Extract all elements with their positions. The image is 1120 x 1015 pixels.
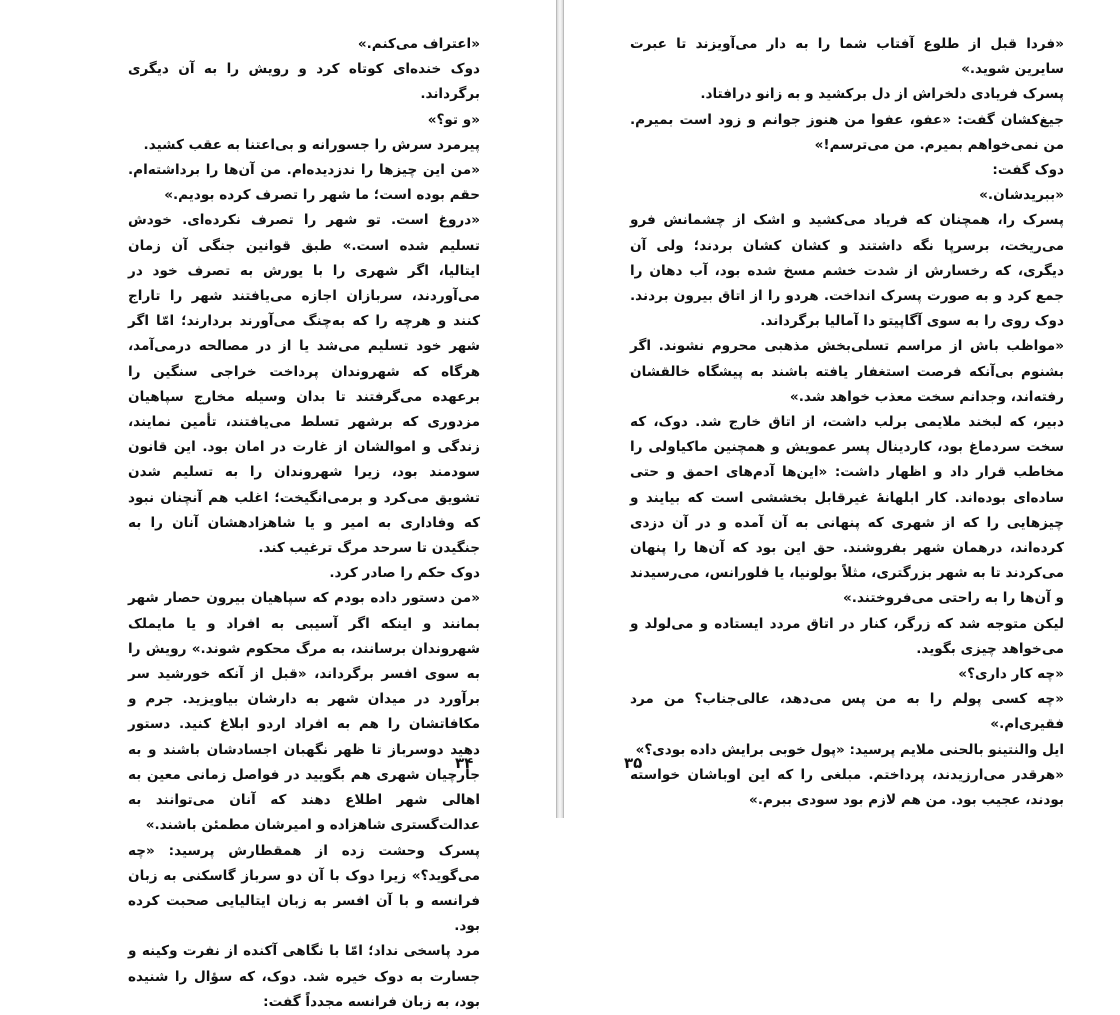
paragraph: پسرک را، همچنان که فریاد می‌کشید و اشک از چشمانش فرو می‌ریخت، برسرپا نگه داشتند و کشان کشان بردند؛ ولی آن دیگری، که رخسارش از شدت خشم مسخ شده بود، آب دهان را جمع کرد و به صورت پسرک انداخت. هردو را از اتاق بیرون بردند. دوک روی را به سوی آگاپیتو دا آمالیا برگرداند.	[630, 212, 1064, 330]
paragraph: دوک حکم را صادر کرد.	[329, 565, 480, 582]
paragraph: «دروغ است. تو شهر را تصرف نکرده‌ای. خودش تسلیم شده است.» طبق قوانین جنگی آن زمان ایتالیا، اگر شهری را با یورش به تصرف خود در می‌آوردند، سربازان اجازه می‌یافتند شهر را تاراج کنند و هرچه را که به‌چنگ می‌آورند بردارند؛ امّا اگر شهر خود تسلیم می‌شد یا از در مصالحه درمی‌آمد، هرگاه که شهروندان پرداخت خراجی سنگین را برعهده می‌گرفتند تا بدان وسیله مخارج سپاهیان مزدوری که برشهر تسلط می‌یافتند، تأمین نمایند، زندگی و اموالشان از غارت در امان بود. این قانون سودمند بود، زیرا شهروندان را به تسلیم شدن تشویق می‌کرد و برمی‌انگیخت؛ اغلب هم آنچنان نبود که وفاداری به امیر و یا شاهزادهشان آنان را به جنگیدن تا سرحد مرگ ترغیب کند.	[128, 212, 480, 557]
paragraph: «و تو؟»	[427, 111, 480, 128]
paragraph: لیکن متوجه شد که زرگر، کنار در اتاق مردد ایستاده و می‌لولد و می‌خواهد چیزی بگوید.	[630, 615, 1064, 657]
book-gutter	[556, 0, 564, 818]
paragraph: پسرک فریادی دلخراش از دل برکشید و به زانو درافتاد.	[700, 86, 1064, 103]
paragraph: «من دستور داده بودم که سپاهیان بیرون حصار شهر بمانند و اینکه اگر آسیبی به افراد و یا مایملک شهروندان برسانند، به مرگ محکوم شوند.» رویش را به سوی افسر برگرداند، «قبل از آنکه خورشید سر برآورد در میدان شهر به دارشان بیاویزید. جرم و مکافاتشان را هم به افراد اردو ابلاغ کنید. دستور دهید دوسرباز تا ظهر نگهبان اجسادشان باشند و به جارچیان شهری هم بگویید در فواصل زمانی معین به اهالی شهر اطلاع دهند که آنان می‌توانند به عدالت‌گستری شاهزاده و امیرشان مطمئن باشند.»	[128, 590, 480, 834]
paragraph: «اعتراف می‌کنم.»	[357, 36, 480, 52]
page-number: ۳۴	[455, 754, 474, 772]
left-page-text	[128, 32, 480, 1015]
left-page	[0, 0, 556, 1010]
paragraph: دوک گفت:	[992, 162, 1064, 179]
paragraph: «ببریدشان.»	[979, 187, 1064, 204]
paragraph: «من این چیزها را ندزدیده‌ام. من آن‌ها را برداشته‌ام. حقم بوده است؛ ما شهر را تصرف کرده بودیم.»	[128, 162, 480, 204]
paragraph: جیغ‌کشان گفت: «عفو، عفوا من هنوز جوانم و زود است بمیرم. من نمی‌خواهم بمیرم. من می‌ترسم!»	[630, 111, 1064, 153]
right-page	[564, 0, 1120, 818]
paragraph: «فردا قبل از طلوع آفتاب شما را به دار می‌آویزند تا عبرت سایرین شوید.»	[630, 36, 1064, 78]
paragraph: «چه کار داری؟»	[958, 666, 1064, 683]
paragraph: «مواظب باش از مراسم تسلی‌بخش مذهبی محروم نشوند. اگر بشنوم بی‌آنکه فرصت استغفار یافته باشند به پیشگاه خالقشان رفته‌اند، وجدانم سخت معذب خواهد شد.»	[630, 338, 1064, 405]
paragraph: «هرقدر می‌ارزیدند، پرداختم. مبلغی را که این اوباشان خواسته بودند، عجیب بود. من هم لازم بود سودی ببرم.»	[630, 766, 1064, 809]
paragraph: مرد پاسخی نداد؛ امّا با نگاهی آکنده از نفرت وکینه و جسارت به دوک خیره شد. دوک، که سؤال را شنیده بود، به زبان فرانسه مجدداً گفت:	[128, 943, 480, 1010]
right-page-text	[630, 32, 1064, 813]
page-number: ۳۵	[624, 754, 643, 772]
paragraph: «چه کسی پولم را به من پس می‌دهد، عالی‌جناب؟ من مرد فقیری‌ام.»	[630, 691, 1064, 733]
paragraph: دوک خنده‌ای کوتاه کرد و رویش را به آن دیگری برگرداند.	[128, 61, 480, 103]
paragraph: پسرک وحشت زده از همقطارش پرسید: «چه می‌گوید؟» زیرا دوک با آن دو سرباز گاسکنی به زبان فرانسه و با آن افسر به زبان ایتالیایی صحبت کرده بود.	[128, 842, 480, 935]
paragraph: ایل والنتینو بالحنی ملایم پرسید: «پول خوبی برایش داده بودی؟»	[635, 741, 1064, 758]
paragraph: پیرمرد سرش را جسورانه و بی‌اعتنا به عقب کشید.	[143, 136, 480, 153]
paragraph: دبیر، که لبخند ملایمی برلب داشت، از اتاق خارج شد. دوک، که سخت سردماغ بود، کاردینال پسر عمویش و همچنین ماکیاولی را مخاطب قرار داد و اظهار داشت: «این‌ها آدم‌های احمق و حتی ساده‌ای بوده‌اند. کار ابلهانهٔ غیرقابل بخششی است که بیایند و چیزهایی را که از شهری که پنهانی به آن آمده و در آن دزدی کرده‌اند، درهمان شهر بفروشند. حق این بود که آن‌ها را پنهان می‌کردند تا به شهر بزرگتری، مثلاً بولونیا، یا فلورانس، می‌رسیدند و آن‌ها را به راحتی می‌فروختند.»	[630, 414, 1064, 607]
